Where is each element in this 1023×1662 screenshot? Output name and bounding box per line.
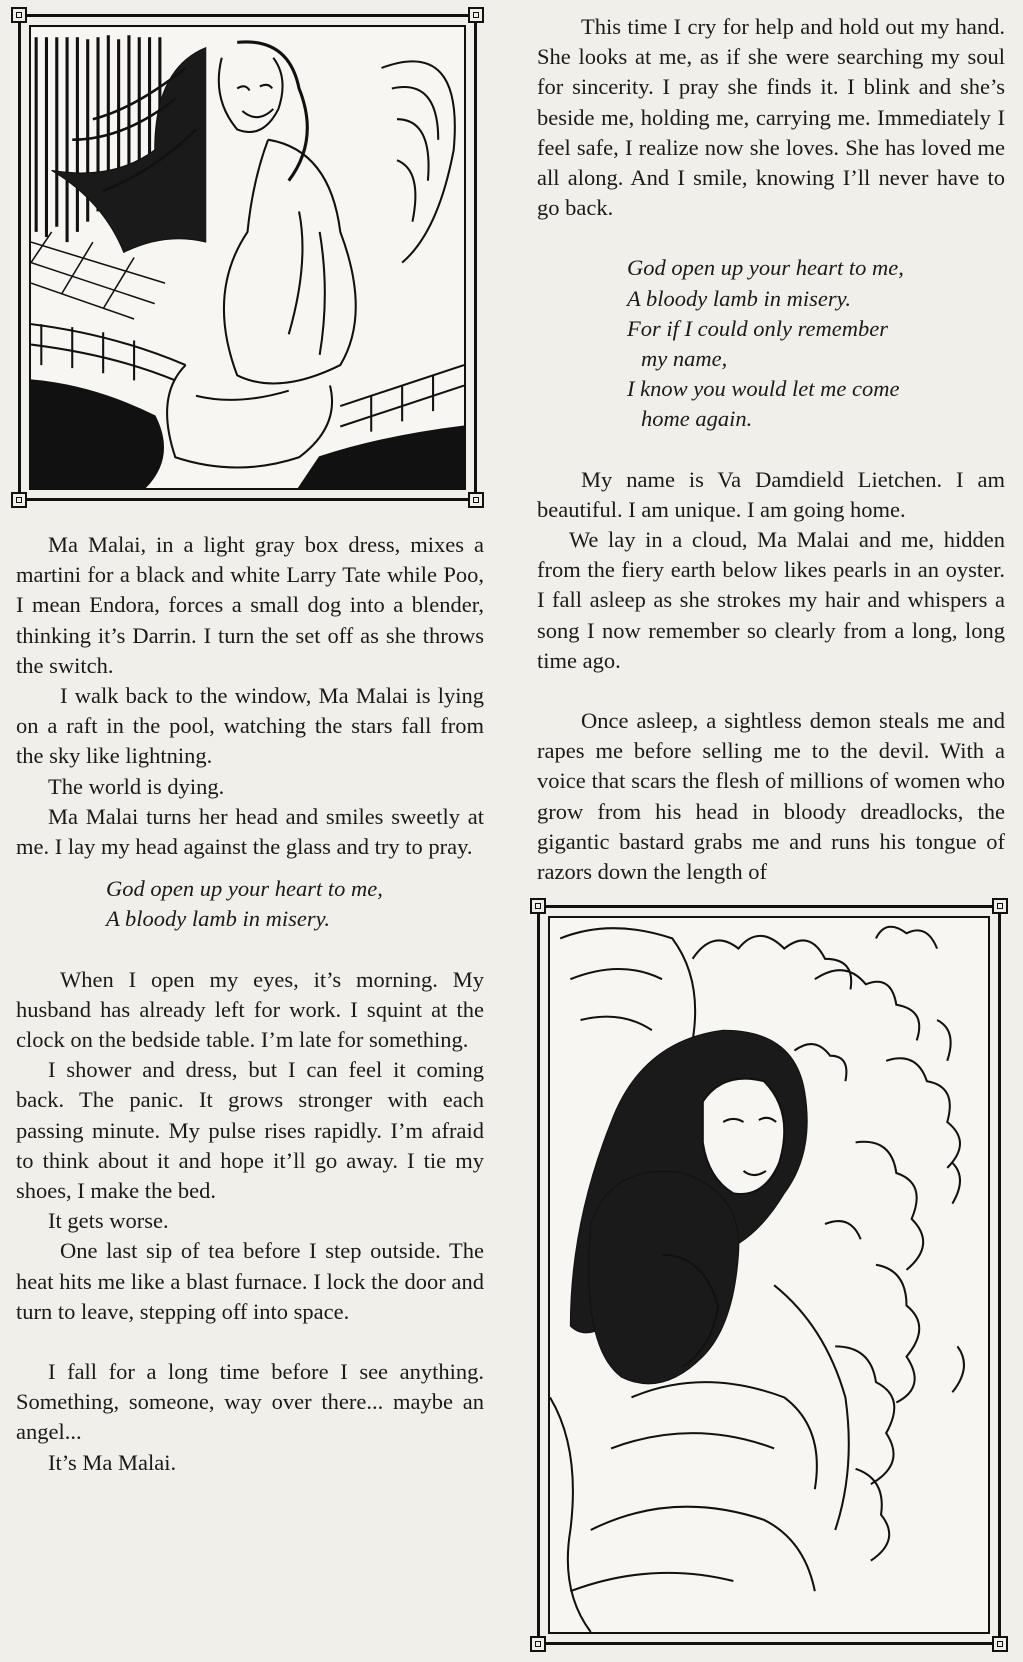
paragraph: My name is Va Damdield Lietchen. I am beautiful. I am unique. I am going home.: [537, 466, 1005, 522]
verse-line: God open up your heart to me,: [106, 876, 383, 902]
right-text-column: [537, 12, 1005, 887]
panel-corner-ornament: [530, 898, 546, 914]
paragraph: We lay in a cloud, Ma Malai and me, hidden from the fiery earth below likes pearls in an oyster. I fall asleep as she strokes my hair and whispers a song I now remember so clearly from a long, long time ago.: [537, 527, 1005, 673]
paragraph: This time I cry for help and hold out my hand. She looks at me, as if she were searching my soul for sincerity. I pray she finds it. I blink and she’s beside me, holding me, carrying me. Immediately I feel safe, I realize now she loves. She has loved me all along. And I smile, knowing I’ll never have to go back.: [537, 14, 1005, 221]
panel-corner-ornament: [468, 492, 484, 508]
paragraph: I fall for a long time before I see anything. Something, someone, way over there... maybe an angel...: [16, 1359, 484, 1445]
illustration-panel-bottom: [537, 905, 1001, 1645]
verse-line: A bloody lamb in misery.: [627, 285, 851, 311]
paragraph: Ma Malai, in a light gray box dress, mixes a martini for a black and white Larry Tate while Poo, I mean Endora, forces a small dog into a blender, thinking it’s Darrin. I turn the set off as she throws the switch.: [16, 532, 484, 678]
paragraph: I shower and dress, but I can feel it coming back. The panic. It grows stronger with each passing minute. My pulse rises rapidly. I’m afraid to think about it and hope it’ll go away. I tie my shoes, I make the bed.: [16, 1057, 484, 1204]
laughing-angel-illustration: [31, 27, 464, 488]
verse-stanza: [106, 874, 484, 934]
paragraph: Once asleep, a sightless demon steals me and rapes me before selling me to the devil. With a voice that scars the flesh of millions of women who grow from his head in bloody dreadlocks, the gigantic bastard grabs me and runs his tongue of razors down the length of: [537, 708, 1005, 885]
verse-stanza: [627, 253, 1005, 434]
verse-line: God open up your heart to me,: [627, 255, 904, 281]
panel-corner-ornament: [992, 898, 1008, 914]
paragraph: One last sip of tea before I step outside. The heat hits me like a blast furnace. I lock the door and turn to leave, stepping off into space.: [16, 1238, 484, 1324]
paragraph: It’s Ma Malai.: [48, 1449, 177, 1475]
paragraph: The world is dying.: [48, 773, 225, 799]
panel-corner-ornament: [11, 7, 27, 23]
verse-line: home again.: [641, 406, 753, 432]
panel-corner-ornament: [11, 492, 27, 508]
panel-corner-ornament: [468, 7, 484, 23]
illustration-panel-top: [18, 14, 477, 501]
paragraph: Ma Malai turns her head and smiles sweetly at me. I lay my head against the glass and try to pray.: [16, 803, 484, 860]
paragraph: It gets worse.: [48, 1208, 169, 1234]
left-text-column: [16, 530, 484, 1478]
embracing-angel-illustration: [550, 918, 988, 1632]
verse-line: For if I could only remember: [627, 315, 888, 341]
panel-corner-ornament: [992, 1636, 1008, 1652]
verse-line: I know you would let me come: [627, 376, 900, 402]
verse-line: A bloody lamb in misery.: [106, 906, 330, 932]
paragraph: I walk back to the window, Ma Malai is lying on a raft in the pool, watching the stars fall from the sky like lightning.: [16, 683, 484, 769]
verse-line: my name,: [641, 346, 728, 372]
paragraph: When I open my eyes, it’s morning. My husband has already left for work. I squint at the clock on the bedside table. I’m late for something.: [16, 966, 484, 1053]
panel-corner-ornament: [530, 1636, 546, 1652]
